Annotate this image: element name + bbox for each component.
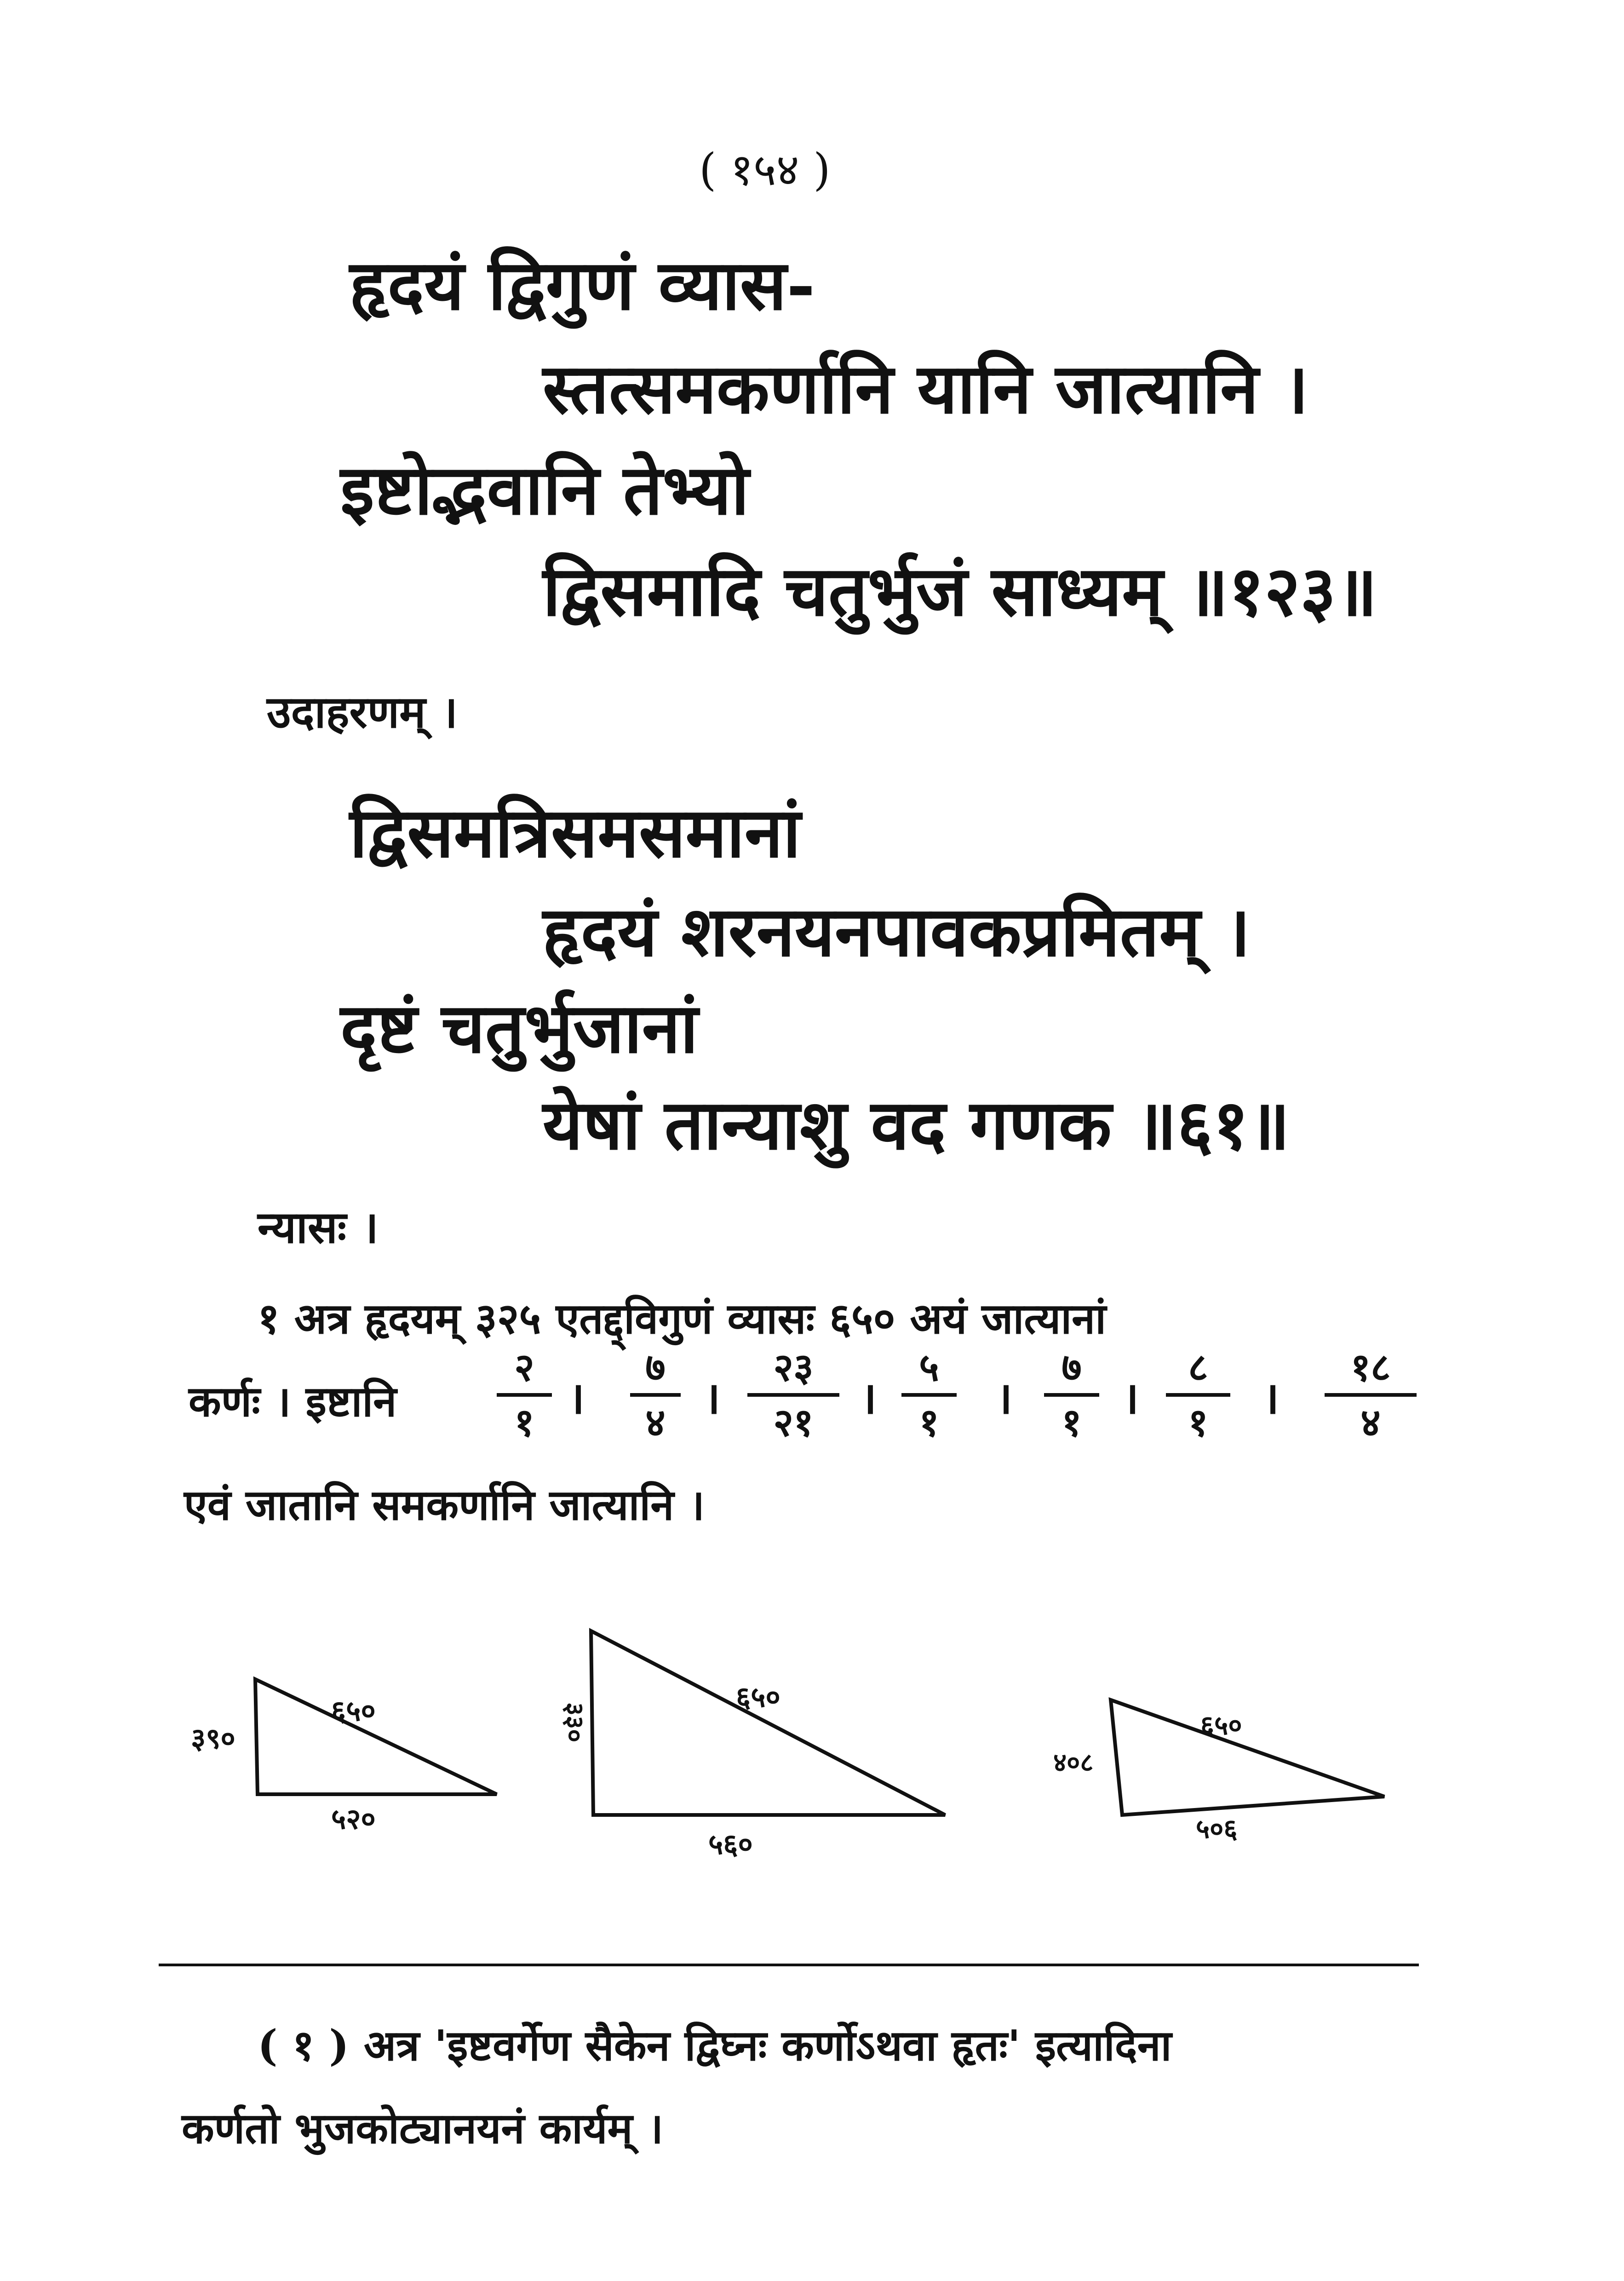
fraction-denominator: १ xyxy=(1062,1400,1082,1445)
fraction-numerator: ७ xyxy=(645,1344,666,1390)
triangle-3-height: ४०८ xyxy=(1053,1748,1094,1778)
fraction-numerator: २३ xyxy=(773,1344,814,1390)
triangle-2-shape xyxy=(591,1631,945,1815)
footnote-line1: ( १ ) अत्र 'इष्टवर्गेण सैकेन द्विघ्नः कर्णोऽथवा हृतः' इत्यादिना xyxy=(258,2021,1172,2070)
triangle-1 xyxy=(191,1679,497,1836)
fraction-numerator: २ xyxy=(514,1344,534,1390)
triangle-3-shape xyxy=(1111,1700,1384,1815)
fraction-denominator: ४ xyxy=(645,1400,666,1445)
verse2-line4: येषां तान्याशु वद गणक ॥६१॥ xyxy=(543,1084,1290,1165)
verse2-line1: द्विसमत्रिसमसमानां xyxy=(350,792,801,873)
triangle-1-base: ५२० xyxy=(331,1802,376,1836)
fraction-denominator: ४ xyxy=(1360,1400,1381,1445)
working-line3: एवं जातानि समकर्णानि जात्यानि । xyxy=(184,1480,705,1530)
verse1-line2: स्तत्समकर्णानि यानि जात्यानि । xyxy=(543,348,1309,429)
fraction-denominator: १ xyxy=(1188,1400,1208,1445)
fraction-denominator: १ xyxy=(514,1400,534,1445)
triangle-1-height: ३९० xyxy=(191,1722,235,1755)
verse1-line4: द्विसमादि चतुर्भुजं साध्यम् ॥१२३॥ xyxy=(543,551,1377,632)
separator: । xyxy=(860,1372,877,1424)
triangle-1-shape xyxy=(255,1679,497,1794)
separator: । xyxy=(568,1372,585,1424)
separator: । xyxy=(1122,1372,1139,1424)
working-line1: १ अत्र हृदयम् ३२५ एतद्द्विगुणं व्यासः ६५० अयं जात्यानां xyxy=(258,1294,1107,1343)
triangle-2 xyxy=(559,1631,945,1861)
footnote-line2: कर्णतो भुजकोट्यानयनं कार्यम् । xyxy=(182,2103,664,2153)
verse2-line3: दृष्टं चतुर्भुजानां xyxy=(340,988,698,1069)
separator: । xyxy=(704,1372,721,1424)
working-line2-prefix: कर्णः । इष्टानि xyxy=(189,1377,397,1426)
verse1-line1: हृदयं द्विगुणं व्यास- xyxy=(350,245,815,326)
separator: । xyxy=(996,1372,1013,1424)
fraction-numerator: ५ xyxy=(919,1344,939,1390)
triangle-1-hypotenuse: ६५० xyxy=(331,1694,376,1728)
fraction-numerator: १८ xyxy=(1350,1344,1391,1390)
fraction-numerator: ७ xyxy=(1062,1344,1082,1390)
fraction-numerator: ८ xyxy=(1188,1344,1208,1390)
triangle-3-hypotenuse: ६५० xyxy=(1200,1710,1242,1741)
triangle-2-base: ५६० xyxy=(708,1827,753,1861)
triangle-2-height: ३३० xyxy=(559,1702,589,1743)
nyasa-heading: न्यासः । xyxy=(258,1201,379,1253)
triangle-2-hypotenuse: ६५० xyxy=(736,1680,780,1714)
fraction-denominator: २१ xyxy=(773,1400,814,1445)
verse1-line3: इष्टोद्भवानि तेभ्यो xyxy=(340,449,749,530)
example-heading: उदाहरणम् । xyxy=(267,686,458,738)
footnote-divider xyxy=(159,1964,1419,1966)
separator: । xyxy=(1262,1372,1280,1424)
verse2-line2: हृदयं शरनयनपावकप्रमितम् । xyxy=(543,891,1251,972)
triangle-3-base: ५०६ xyxy=(1196,1813,1238,1844)
page-number: ( १५४ ) xyxy=(699,144,831,196)
fraction-denominator: १ xyxy=(919,1400,939,1445)
triangle-3 xyxy=(1053,1700,1384,1844)
